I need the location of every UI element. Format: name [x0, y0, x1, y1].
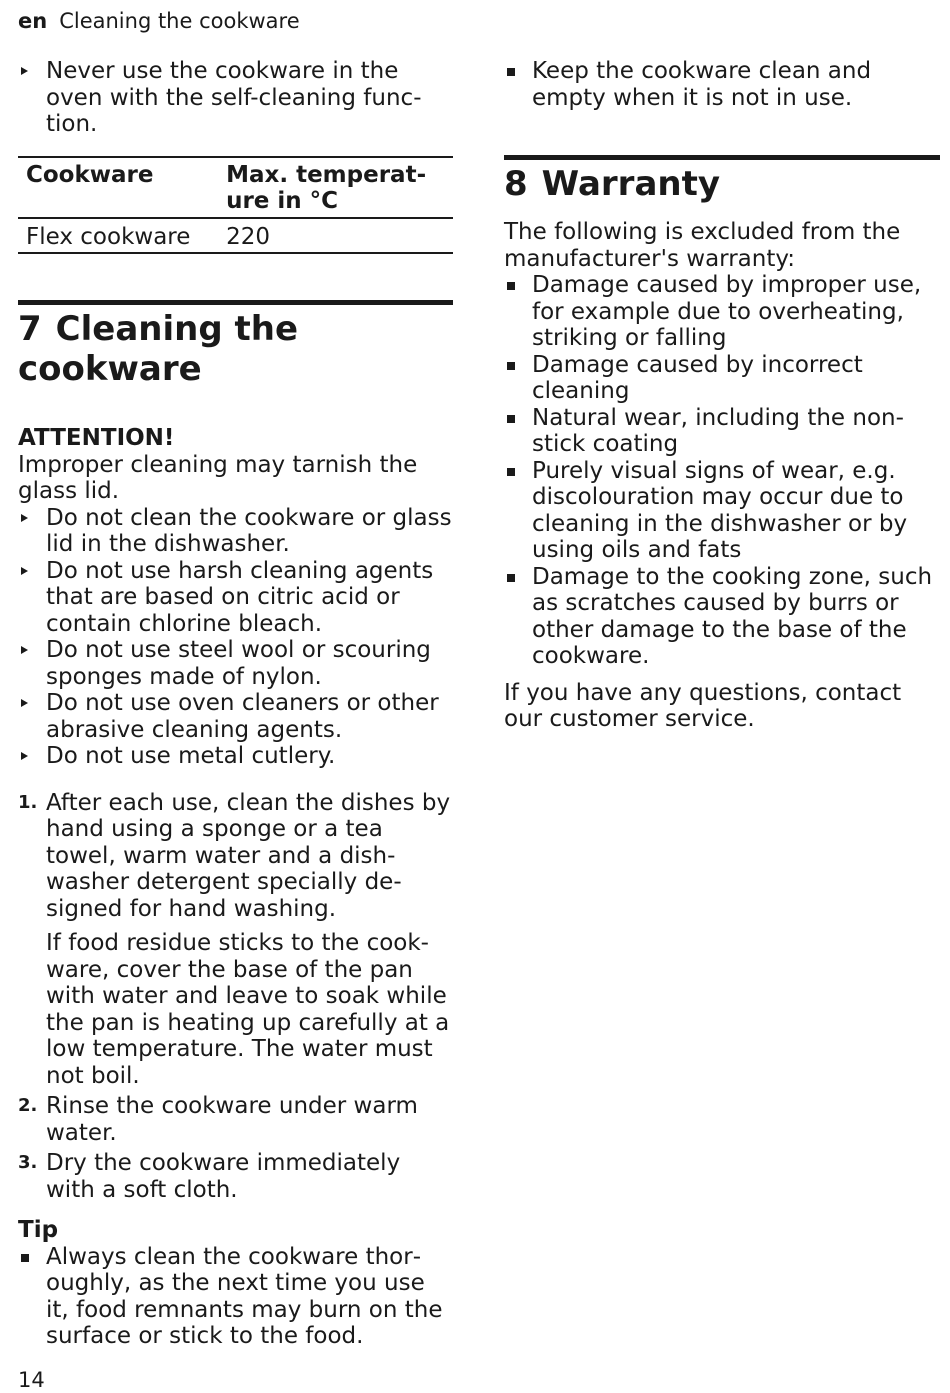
tip-title: Tip: [18, 1217, 59, 1243]
warning-list: [18, 505, 453, 770]
table-header-row: [18, 157, 453, 218]
step-text: After each use, clean the dishes by hand using a sponge or a tea towel, warm water and a dishwasher detergent specially designed for hand washing.: [46, 789, 451, 922]
warranty-closing: If you have any questions, contact our customer service.: [504, 679, 902, 732]
step-note: If food residue sticks to the cookware, cover the base of the pan with water and leave to soak while the pan is heating up carefully at a low temperature. The water must not boil.: [46, 930, 450, 1089]
table-cell-cookware: Flex cookware: [26, 223, 191, 250]
table-cell-temp: 220: [226, 223, 270, 250]
step-number: 2.: [18, 1095, 38, 1116]
left-column: [18, 58, 453, 1350]
warranty-intro: The following is excluded from the manufacturer's warranty:: [504, 219, 901, 272]
language-code: en: [18, 9, 48, 33]
step-item: [18, 790, 453, 1090]
running-title: Cleaning the cookware: [59, 9, 300, 33]
exclusion-item: Damage caused by improper use, for example due to overheating, striking or falling: [504, 272, 940, 352]
section-8-number: 8: [504, 164, 528, 204]
page-header: [18, 8, 300, 34]
warning-item: Do not clean the cookware or glass lid in the dishwasher.: [18, 505, 453, 558]
warning-item: Do not use metal cutlery.: [18, 743, 453, 770]
cleaning-steps: [18, 790, 453, 1204]
table-header-max-temp: Max. temperature in °C: [226, 161, 427, 214]
section-7-heading: [18, 305, 453, 389]
right-column: [504, 58, 940, 733]
step-item: [18, 1150, 453, 1203]
step-number: 1.: [18, 791, 38, 813]
warning-item: Do not use steel wool or scouring sponges made of nylon.: [18, 637, 453, 690]
attention-label: ATTENTION!: [18, 425, 175, 451]
step-text: Dry the cookware immediately with a soft cloth.: [46, 1150, 401, 1203]
attention-text: Improper cleaning may tarnish the glass lid.: [18, 451, 418, 504]
warranty-exclusions: [504, 272, 940, 670]
section-8-title: Warranty: [541, 164, 721, 204]
exclusion-item: Purely visual signs of wear, e.g. discolouration may occur due to cleaning in the dishwasher or by using oils and fats: [504, 458, 940, 564]
step-item: [18, 1093, 453, 1146]
exclusion-item: Damage to the cooking zone, such as scratches caused by burrs or other damage to the base of the cookware.: [504, 564, 940, 670]
keep-clean-item: Keep the cookware clean and empty when it is not in use.: [504, 58, 940, 111]
section-7-number: 7: [18, 309, 42, 349]
section-8-heading: [504, 160, 940, 204]
keep-clean-list: [504, 58, 940, 111]
warning-item: Do not use harsh cleaning agents that are based on citric acid or contain chlorine bleach.: [18, 558, 453, 638]
section-7-title: Cleaning the cookware: [18, 309, 299, 389]
tip-item: Always clean the cookware thoroughly, as the next time you use it, food remnants may burn on the surface or stick to the food.: [18, 1244, 453, 1350]
exclusion-item: Natural wear, including the nonstick coating: [504, 405, 940, 458]
exclusion-item: Damage caused by incorrect cleaning: [504, 352, 940, 405]
step-number: 3.: [18, 1152, 38, 1173]
step-text: Rinse the cookware under warm water.: [46, 1093, 418, 1146]
intro-bullet: Never use the cookware in the oven with the self-cleaning function.: [18, 58, 453, 138]
tip-list: [18, 1244, 453, 1350]
page-number: 14: [18, 1368, 45, 1392]
table-header-cookware: Cookware: [26, 161, 154, 188]
table-row: [18, 218, 453, 254]
temperature-table: [18, 156, 453, 255]
warning-item: Do not use oven cleaners or other abrasive cleaning agents.: [18, 690, 453, 743]
intro-bullet-list: [18, 58, 453, 138]
